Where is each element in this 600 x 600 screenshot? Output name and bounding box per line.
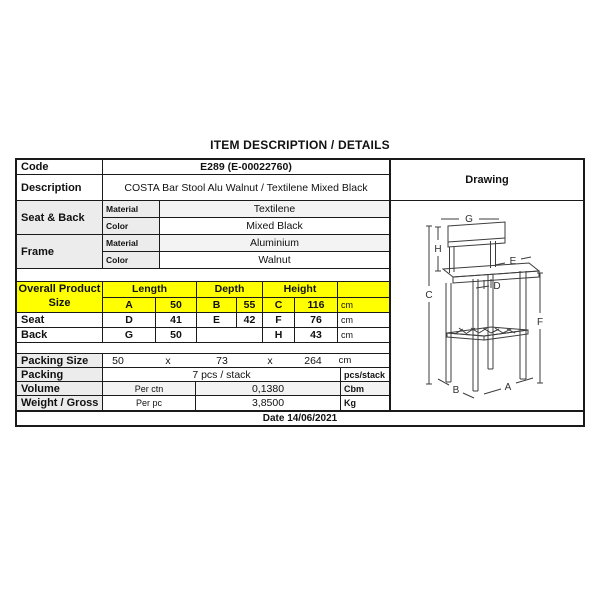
volume-per: Per ctn [103, 382, 196, 395]
packing-label: Packing [17, 368, 103, 381]
seat-back-color-value: Mixed Black [246, 219, 303, 232]
dim-label-e: E [509, 256, 517, 267]
weight-per: Per pc [103, 396, 196, 410]
times-sign: x [267, 354, 273, 367]
color-label: Color [103, 252, 160, 268]
dim-label-c: C [425, 290, 433, 301]
overall-dimensions-row [103, 298, 389, 313]
code-label: Code [17, 160, 103, 174]
dim-value: 43 [295, 328, 338, 342]
seat-back-label: Seat & Back [17, 201, 103, 234]
unit-cell: cm [341, 330, 353, 340]
back-row-label: Back [17, 328, 103, 342]
dim-key: E [197, 313, 237, 327]
unit-cell: cm [341, 315, 353, 325]
times-sign: x [165, 354, 171, 367]
seat-back-group [17, 201, 389, 235]
dim-value: 50 [156, 328, 197, 342]
packing-size-value [103, 354, 389, 367]
frame-label: Frame [17, 235, 103, 268]
spec-table-main [17, 160, 389, 410]
frame-material-row [103, 235, 389, 252]
back-dimensions-row [17, 328, 389, 343]
date-row [17, 410, 583, 425]
seat-row-label: Seat [17, 313, 103, 327]
spec-table [15, 158, 585, 427]
volume-value: 0,1380 [196, 382, 341, 395]
volume-label: Volume [17, 382, 103, 395]
packing-dim: 50 [112, 354, 124, 367]
weight-value: 3,8500 [196, 396, 341, 410]
dim-label-g: G [465, 214, 473, 225]
seat-back-material-value: Textilene [253, 202, 296, 215]
code-row [17, 160, 389, 175]
empty-cell [197, 328, 263, 342]
dim-value: 41 [156, 313, 197, 327]
stool-drawing [391, 201, 583, 410]
dim-key: H [263, 328, 295, 342]
packing-size-row [17, 354, 389, 368]
weight-unit-cell: Kg [344, 398, 356, 408]
code-value: E289 (E-00022760) [200, 161, 292, 173]
dim-key: G [103, 328, 156, 342]
dim-label-a: A [504, 382, 512, 393]
dim-value: 55 [237, 298, 263, 313]
drawing-panel [389, 160, 583, 410]
dimension-axis-header-row [103, 282, 389, 298]
color-label: Color [103, 218, 160, 234]
packing-unit: cm [338, 355, 352, 366]
dim-value: 50 [156, 298, 197, 313]
frame-group [17, 235, 389, 269]
dim-value: 116 [295, 298, 338, 313]
packing-unit-cell: pcs/stack [344, 369, 386, 380]
dim-label-b: B [452, 385, 460, 396]
dim-label-d: D [493, 281, 501, 292]
material-label: Material [103, 201, 160, 217]
packing-row [17, 368, 389, 382]
packing-dim: 73 [216, 354, 228, 367]
spacer-row [17, 269, 389, 282]
weight-row [17, 396, 389, 410]
dim-key: C [263, 298, 295, 313]
packing-dim: 264 [304, 354, 322, 367]
packing-size-label: Packing Size [17, 354, 103, 367]
seat-dimensions-row [17, 313, 389, 328]
description-value: COSTA Bar Stool Alu Walnut / Textilene Mixed Black [124, 181, 368, 194]
frame-color-value: Walnut [258, 253, 291, 266]
drawing-header: Drawing [391, 160, 583, 201]
description-label: Description [17, 175, 103, 200]
frame-color-row [103, 252, 389, 268]
dim-key: F [263, 313, 295, 327]
volume-row [17, 382, 389, 396]
header-empty-cell [338, 282, 389, 297]
seat-back-color-row [103, 218, 389, 234]
dim-label-h: H [434, 244, 442, 255]
dim-value: 76 [295, 313, 338, 327]
length-header: Length [103, 282, 197, 297]
date-value: Date 14/06/2021 [262, 413, 338, 424]
unit-cell: cm [341, 299, 353, 310]
dim-label-f: F [536, 317, 544, 328]
volume-unit-cell: Cbm [344, 383, 364, 394]
dimensions-header-group [17, 282, 389, 313]
dim-key: B [197, 298, 237, 313]
weight-label: Weight / Gross [17, 396, 103, 410]
dim-key: D [103, 313, 156, 327]
spacer-row [17, 343, 389, 354]
frame-material-value: Aluminium [249, 236, 299, 249]
depth-header: Depth [197, 282, 263, 297]
dim-value: 42 [237, 313, 263, 327]
material-label: Material [103, 235, 160, 251]
drawing-canvas [391, 201, 583, 410]
height-header: Height [263, 282, 338, 297]
page-title: ITEM DESCRIPTION / DETAILS [210, 138, 390, 152]
packing-value: 7 pcs / stack [103, 368, 341, 381]
seat-back-material-row [103, 201, 389, 218]
description-row [17, 175, 389, 201]
dim-key: A [103, 298, 156, 313]
overall-product-size-label: Overall Product Size [17, 282, 103, 312]
